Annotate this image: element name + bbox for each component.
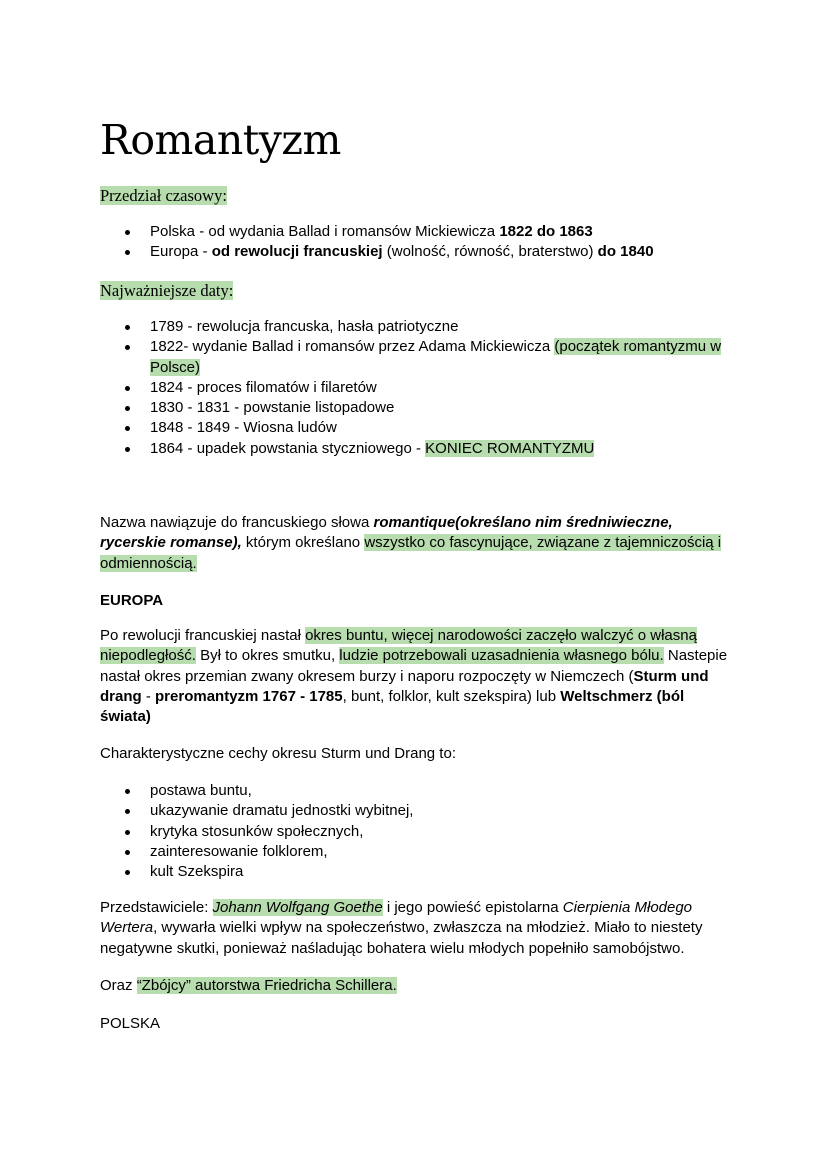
list-item: 1824 - proces filomatów i filaretów xyxy=(100,378,730,398)
list-item: 1830 - 1831 - powstanie listopadowe xyxy=(100,398,730,418)
dates-heading: Najważniejsze daty: xyxy=(100,281,234,300)
also-paragraph: Oraz “Zbójcy” autorstwa Friedricha Schillera. xyxy=(100,977,397,994)
name-origin-paragraph: Nazwa nawiązuje do francuskiego słowa romantique(określano nim średniwieczne, rycerskie romanse), którym określano wszystko co fascynujące, związane z tajemniczością i odmiennością. xyxy=(100,514,722,572)
europa-heading: EUROPA xyxy=(100,592,164,609)
list-item: 1822- wydanie Ballad i romansów przez Adama Mickiewicza (początek romantyzmu w Polsce) xyxy=(100,337,730,378)
list-item: krytyka stosunków społecznych, xyxy=(100,822,730,842)
list-item: postawa buntu, xyxy=(100,781,730,801)
page-title: Romantyzm xyxy=(100,116,341,164)
list-item: Europa - od rewolucji francuskiej (wolność, równość, braterstwo) do 1840 xyxy=(100,242,730,262)
list-item: 1864 - upadek powstania styczniowego - KONIEC ROMANTYZMU xyxy=(100,439,730,459)
representatives-paragraph: Przedstawiciele: Johann Wolfgang Goethe i jego powieść epistolarna Cierpienia Młodego Wertera, wywarła wielki wpływ na społeczeństwo, zwłaszcza na młodzież. Miało to niestety negatywne skutki, ponieważ naśladując bohatera wielu młodych popełniło samobójstwo. xyxy=(100,899,703,957)
list-item: ukazywanie dramatu jednostki wybitnej, xyxy=(100,801,730,821)
features-intro: Charakterystyczne cechy okresu Sturm und Drang to: xyxy=(100,745,456,762)
features-list xyxy=(100,781,730,882)
dates-list xyxy=(100,317,730,459)
list-item: 1848 - 1849 - Wiosna ludów xyxy=(100,418,730,438)
list-item: Polska - od wydania Ballad i romansów Mickiewicza 1822 do 1863 xyxy=(100,222,730,242)
list-item: kult Szekspira xyxy=(100,862,730,882)
polska-heading: POLSKA xyxy=(100,1015,161,1032)
timeframe-heading: Przedział czasowy: xyxy=(100,186,227,205)
timeframe-list xyxy=(100,222,730,263)
list-item: 1789 - rewolucja francuska, hasła patriotyczne xyxy=(100,317,730,337)
europa-paragraph: Po rewolucji francuskiej nastał okres buntu, więcej narodowości zaczęło walczyć o własną niepodległość. Był to okres smutku, ludzie potrzebowali uzasadnienia własnego bólu. Nastepie nastał okres przemian zwany okresem burzy i naporu rozpoczęty w Niemczech (Sturm und drang - preromantyzm 1767 - 1785, bunt, folklor, kult szekspira) lub Weltschmerz (ból świata) xyxy=(100,627,728,726)
list-item: zainteresowanie folklorem, xyxy=(100,842,730,862)
